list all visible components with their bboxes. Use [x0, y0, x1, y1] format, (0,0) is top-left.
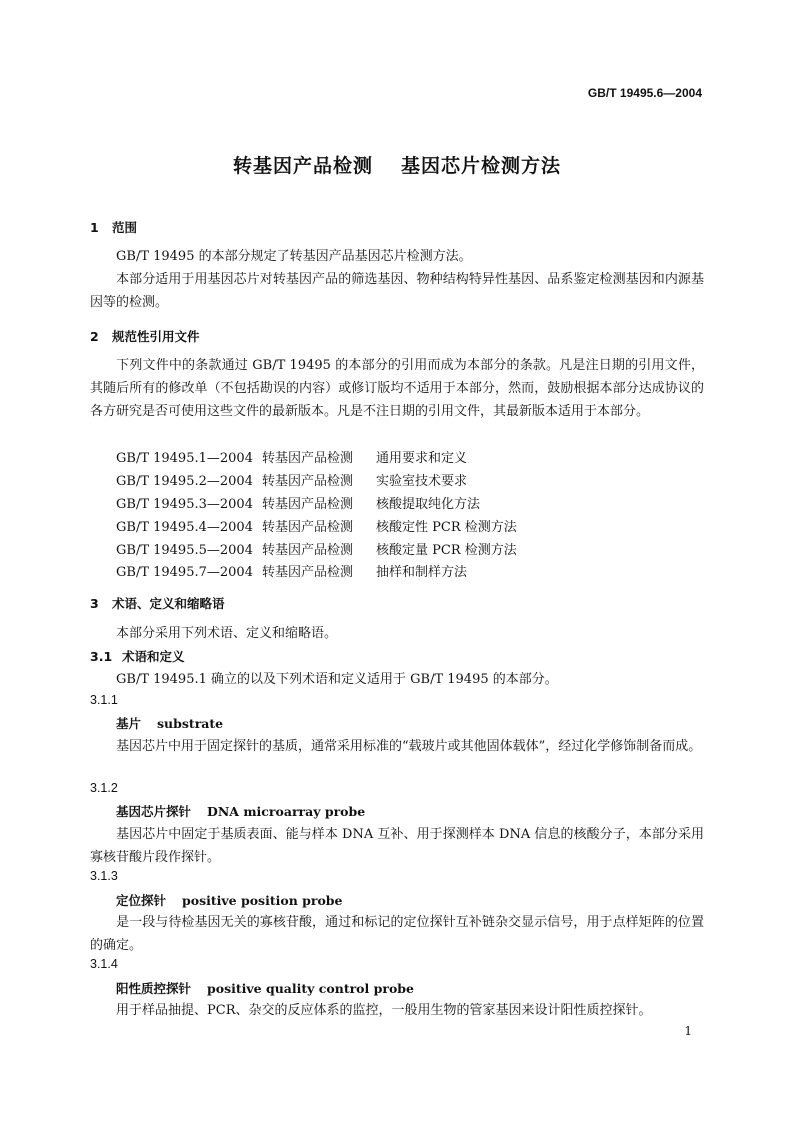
section-title: 范围	[112, 220, 138, 235]
reference-code: GB/T 19495.4—2004	[116, 520, 253, 535]
reference-title-1: 转基因产品检测	[262, 543, 354, 558]
section-number: 3	[90, 596, 99, 611]
term-en: positive quality control probe	[207, 981, 414, 996]
reference-row	[116, 516, 517, 535]
section-2-paragraph-1	[90, 354, 704, 423]
section-3-paragraph-1	[90, 622, 704, 645]
section-1-paragraph-2	[90, 268, 704, 314]
reference-title-1: 转基因产品检测	[262, 474, 354, 489]
paragraph-text: 本部分适用于用基因芯片对转基因产品的筛选基因、物种结构特异性基因、品系鉴定检测基因和内源基因等的检测。	[90, 272, 704, 310]
paragraph-text: 本部分采用下列术语、定义和缩略语。	[116, 626, 338, 641]
term-number: 3.1.2	[90, 781, 118, 795]
paragraph-text: 下列文件中的条款通过 GB/T 19495 的本部分的引用而成为本部分的条款。凡是注日期的引用文件，其随后所有的修改单（不包括勘误的内容）或修订版均不适用于本部分，然而，鼓励根据本部分达成协议的各方研究是否可使用这些文件的最新版本。凡是不注日期的引用文件，其最新版本适用于本部分。	[90, 358, 704, 419]
definition-text: 基因芯片中用于固定探针的基质，通常采用标准的“载玻片或其他固体载体”，经过化学修饰制备而成。	[116, 739, 702, 754]
term-heading	[116, 802, 365, 820]
section-number: 2	[90, 329, 99, 344]
section-1-heading	[90, 218, 137, 236]
term-en: DNA microarray probe	[207, 804, 366, 819]
section-title: 规范性引用文件	[112, 329, 200, 344]
term-zh: 基片	[116, 716, 142, 731]
reference-code: GB/T 19495.3—2004	[116, 497, 253, 512]
reference-title-1: 转基因产品检测	[262, 565, 354, 580]
reference-row	[116, 493, 480, 512]
definition-text: 是一段与待检基因无关的寡核苷酸，通过和标记的定位探针互补链杂交显示信号，用于点样矩阵的位置的确定。	[90, 915, 704, 953]
term-definition	[90, 735, 704, 758]
title-part-1: 转基因产品检测	[232, 155, 373, 177]
term-heading	[116, 714, 223, 732]
page-number: 1	[684, 1024, 692, 1038]
term-heading	[116, 891, 343, 909]
reference-row	[116, 539, 517, 558]
term-zh: 阳性质控探针	[116, 981, 192, 996]
definition-text: 基因芯片中固定于基质表面、能与样本 DNA 互补、用于探测样本 DNA 信息的核酸分子，本部分采用寡核苷酸片段作探针。	[90, 827, 704, 865]
term-number: 3.1.1	[90, 693, 118, 707]
term-en: positive position probe	[182, 893, 343, 908]
reference-code: GB/T 19495.5—2004	[116, 543, 253, 558]
document-title	[0, 151, 794, 178]
definition-text: 用于样品抽提、PCR、杂交的反应体系的监控，一般用生物的管家基因来设计阳性质控探针。	[116, 1003, 652, 1018]
reference-code: GB/T 19495.7—2004	[116, 565, 253, 580]
reference-title-2: 通用要求和定义	[376, 451, 468, 466]
section-title: 术语、定义和缩略语	[112, 596, 225, 611]
section-number: 1	[90, 220, 99, 235]
subsection-title: 术语和定义	[122, 649, 185, 664]
section-1-paragraph-1	[90, 245, 704, 268]
term-definition	[90, 823, 704, 869]
reference-row	[116, 447, 467, 466]
standard-number: GB/T 19495.6—2004	[587, 86, 702, 100]
term-number: 3.1.4	[90, 957, 118, 971]
reference-title-2: 核酸定性 PCR 检测方法	[376, 520, 517, 535]
term-en: substrate	[157, 716, 224, 731]
term-definition	[90, 999, 704, 1022]
reference-row	[116, 470, 467, 489]
reference-row	[116, 561, 467, 580]
paragraph-text: GB/T 19495 的本部分规定了转基因产品基因芯片检测方法。	[116, 249, 472, 264]
paragraph-text: GB/T 19495.1 确立的以及下列术语和定义适用于 GB/T 19495 的本部分。	[116, 672, 558, 687]
reference-code: GB/T 19495.2—2004	[116, 474, 253, 489]
term-number: 3.1.3	[90, 869, 118, 883]
subsection-3-1-paragraph	[90, 668, 704, 691]
reference-title-1: 转基因产品检测	[262, 497, 354, 512]
term-heading	[116, 979, 414, 997]
reference-title-1: 转基因产品检测	[262, 520, 354, 535]
reference-title-1: 转基因产品检测	[262, 451, 354, 466]
term-definition	[90, 911, 704, 957]
reference-title-2: 核酸定量 PCR 检测方法	[376, 543, 517, 558]
reference-title-2: 实验室技术要求	[376, 474, 468, 489]
title-part-2: 基因芯片检测方法	[401, 155, 562, 177]
term-zh: 定位探针	[116, 893, 167, 908]
term-zh: 基因芯片探针	[116, 804, 192, 819]
reference-title-2: 抽样和制样方法	[376, 565, 468, 580]
section-3-heading	[90, 594, 225, 612]
reference-title-2: 核酸提取纯化方法	[376, 497, 481, 512]
reference-code: GB/T 19495.1—2004	[116, 451, 253, 466]
section-2-heading	[90, 327, 200, 345]
subsection-3-1-heading	[90, 647, 185, 665]
subsection-number: 3.1	[90, 649, 113, 664]
